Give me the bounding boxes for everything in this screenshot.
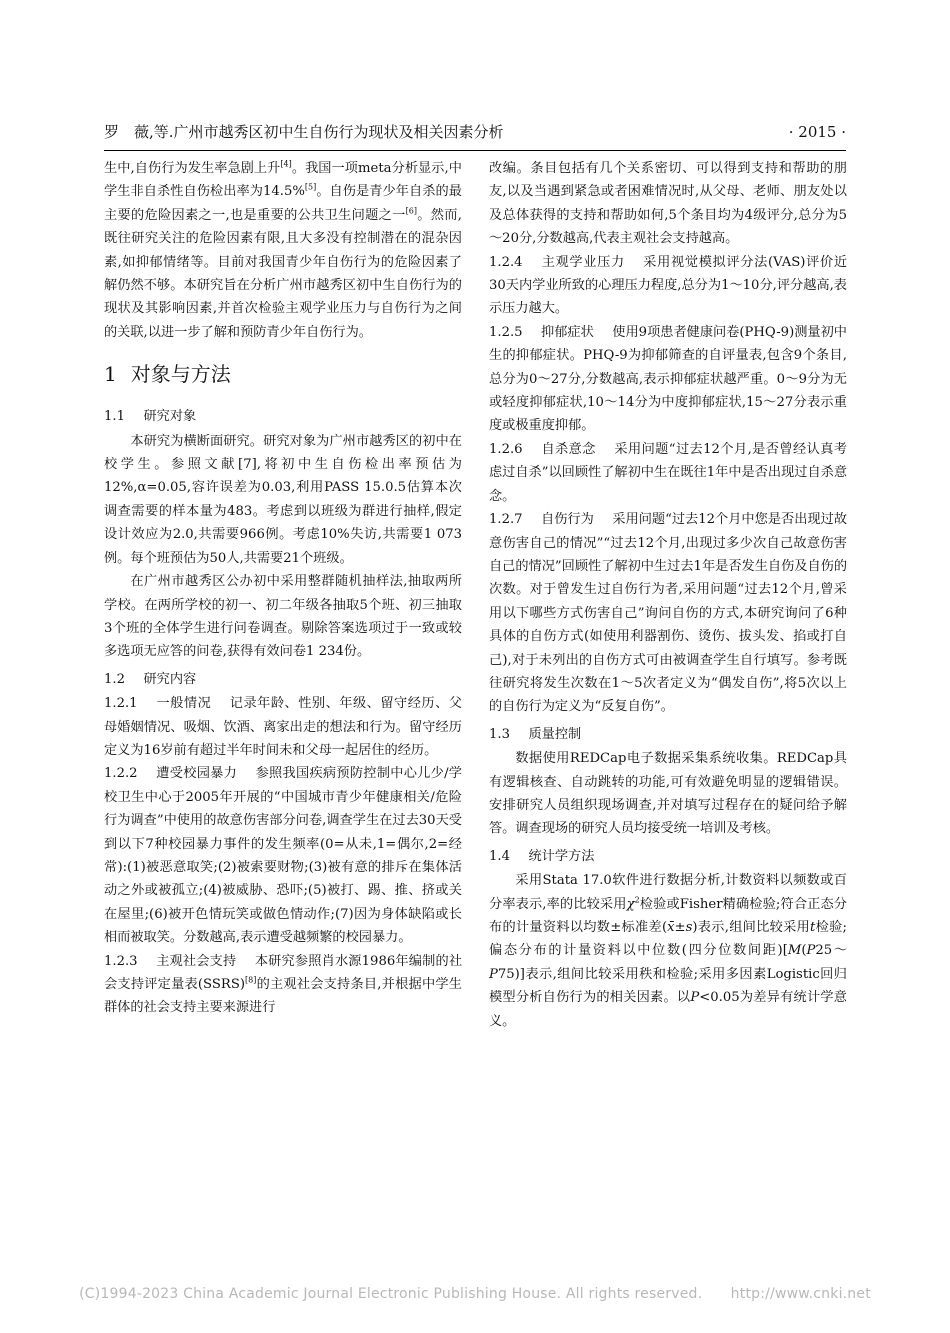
paragraph-quality-control: 数据使用REDCap电子数据采集系统收集。REDCap具有逻辑核查、自动跳转的功能,可有效避免明显的逻辑错误。安排研究人员组织现场调查,并对填写过程存在的疑问给予解答。调查现场的研究人员均接受统一培训及考核。	[489, 751, 847, 837]
left-column	[104, 157, 462, 1020]
paragraph-1-2-6: 1.2.6 自杀意念 采用问题“过去12个月,是否曾经认真考虑过自杀”以回顾性了解初中生在既往1年中是否出现过自杀意念。	[489, 441, 848, 504]
paragraph-1-2-3-continued: 改编。条目包括有几个关系密切、可以得到支持和帮助的朋友,以及当遇到紧急或者困难情况时,从父母、老师、朋友处以及总体获得的支持和帮助如何,5个条目均为4级评分,总分为5～20分,分数越高,代表主观社会支持越高。	[489, 161, 847, 247]
subsection-heading-1-2: 1.2 研究内容	[104, 671, 197, 687]
paragraph-statistics: 采用Stata 17.0软件进行数据分析,计数资料以频数或百分率表示,率的比较采用$\chi^2$检验或Fisher精确检验;符合正态分布的计量资料以均数±标准差(x̄±s)表示,组间比较采用t检验;偏态分布的计量资料以中位数(四分位数间距)[M(P25～P75)]表示,组间比较采用秩和检验;采用多因素Logistic回归模型分析自伤行为的相关因素。以P<0.05为差异有统计学意义。	[489, 873, 848, 1029]
subsection-heading-1-1: 1.1 研究对象	[104, 409, 197, 425]
paragraph-study-object: 本研究为横断面研究。研究对象为广州市越秀区的初中在校学生。参照文献[7],将初中生自伤检出率预估为12%,α=0.05,容许误差为0.03,利用PASS 15.0.5估算本次调查需要的样本量为483。考虑到以班级为群进行抽样,假定设计效应为2.0,共需要966例。考虑10%失访,共需要1 073例。每个班预估为50人,共需要21个班级。	[104, 433, 462, 566]
subsection-heading-1-4: 1.4 统计学方法	[489, 848, 595, 864]
citation-5: [5]	[304, 183, 317, 193]
paragraph-1-2-1: 1.2.1 一般情况 记录年龄、性别、年级、留守经历、父母婚姻情况、吸烟、饮酒、离家出走的想法和行为。留守经历定义为16岁前有超过半年时间未和父母一起居住的经历。	[104, 696, 462, 758]
copyright-footer: (C)1994-2023 China Academic Journal Electronic Publishing House. All rights reserved. http://www.cnki.net	[79, 1286, 871, 1302]
section-heading-1: 1 对象与方法	[104, 362, 231, 387]
paragraph-1-2-7: 1.2.7 自伤行为 采用问题“过去12个月中您是否出现过故意伤害自己的情况”“过去12个月,出现过多少次自己故意伤害自己的情况”回顾性了解初中生过去1年是否发生自伤及自伤的次数。对于曾发生过自伤行为者,采用问题“过去12个月,曾采用以下哪些方式伤害自己”询问自伤的方式,本研究询问了6种具体的自伤方式(如使用利器割伤、烫伤、拔头发、掐或打自己),对于未列出的自伤方式可由被调查学生自行填写。参考既往研究将发生次数在1～5次者定义为“偶发自伤”,将5次以上的自伤行为定义为“反复自伤”。	[489, 512, 848, 715]
page-number: · 2015 ·	[788, 123, 846, 141]
citation-8: [8]	[245, 975, 257, 985]
header-rule	[104, 150, 846, 151]
citation-4: [4]	[280, 159, 292, 169]
subsection-heading-1-3: 1.3 质量控制	[489, 726, 582, 742]
running-header	[104, 120, 846, 144]
paragraph-1-2-4: 1.2.4 主观学业压力 采用视觉模拟评分法(VAS)评价近30天内学业所致的心理压力程度,总分为1～10分,评分越高,表示压力越大。	[489, 254, 848, 317]
paragraph-1-2-5: 1.2.5 抑郁症状 使用9项患者健康问卷(PHQ-9)测量初中生的抑郁症状。PHQ-9为抑郁筛查的自评量表,包含9个条目,总分为0～27分,分数越高,表示抑郁症状越严重。0～9分为无或轻度抑郁症状,10～14分为中度抑郁症状,15～27分表示重度或极重度抑郁。	[489, 324, 847, 434]
running-title: 罗 薇,等.广州市越秀区初中生自伤行为现状及相关因素分析	[104, 123, 504, 141]
intro-paragraph: 生中,自伤行为发生率急剧上升[4]。我国一项meta分析显示,中学生非自杀性自伤检出率为14.5%[5]。自伤是青少年自杀的最主要的危险因素之一,也是重要的公共卫生问题之一[6]。然而,既往研究关注的危险因素有限,且大多没有控制潜在的混杂因素,如抑郁情绪等。目前对我国青少年自伤行为的危险因素了解仍然不够。本研究旨在分析广州市越秀区初中生自伤行为的现状及其影响因素,并首次检验主观学业压力与自伤行为之间的关联,以进一步了解和预防青少年自伤行为。	[104, 159, 462, 340]
paragraph-1-2-3: 1.2.3 主观社会支持 本研究参照肖水源1986年编制的社会支持评定量表(SSRS)[8]的主观社会支持条目,并根据中学生群体的社会支持主要来源进行	[104, 953, 463, 1016]
citation-6: [6]	[405, 206, 417, 216]
paragraph-1-2-2: 1.2.2 遭受校园暴力 参照我国疾病预防控制中心儿少/学校卫生中心于2005年开展的“中国城市青少年健康相关/危险行为调查”中使用的故意伤害部分问卷,调查学生在过去30天受到以下7种校园暴力事件的发生频率(0=从未,1=偶尔,2=经常):(1)被恶意取笑;(2)被索要财物;(3)被有意的排斥在集体活动之外或被孤立;(4)被威胁、恐吓;(5)被打、踢、推、挤或关在屋里;(6)被开色情玩笑或做色情动作;(7)因为身体缺陷或长相而被取笑。分数越高,表示遭受越频繁的校园暴力。	[104, 766, 462, 946]
right-column	[489, 157, 847, 1033]
paragraph-sampling: 在广州市越秀区公办初中采用整群随机抽样法,抽取两所学校。在两所学校的初一、初二年级各抽取5个班、初三抽取3个班的全体学生进行问卷调查。剔除答案选项过于一致或较多选项无应答的问卷,获得有效问卷1 234份。	[104, 574, 462, 660]
